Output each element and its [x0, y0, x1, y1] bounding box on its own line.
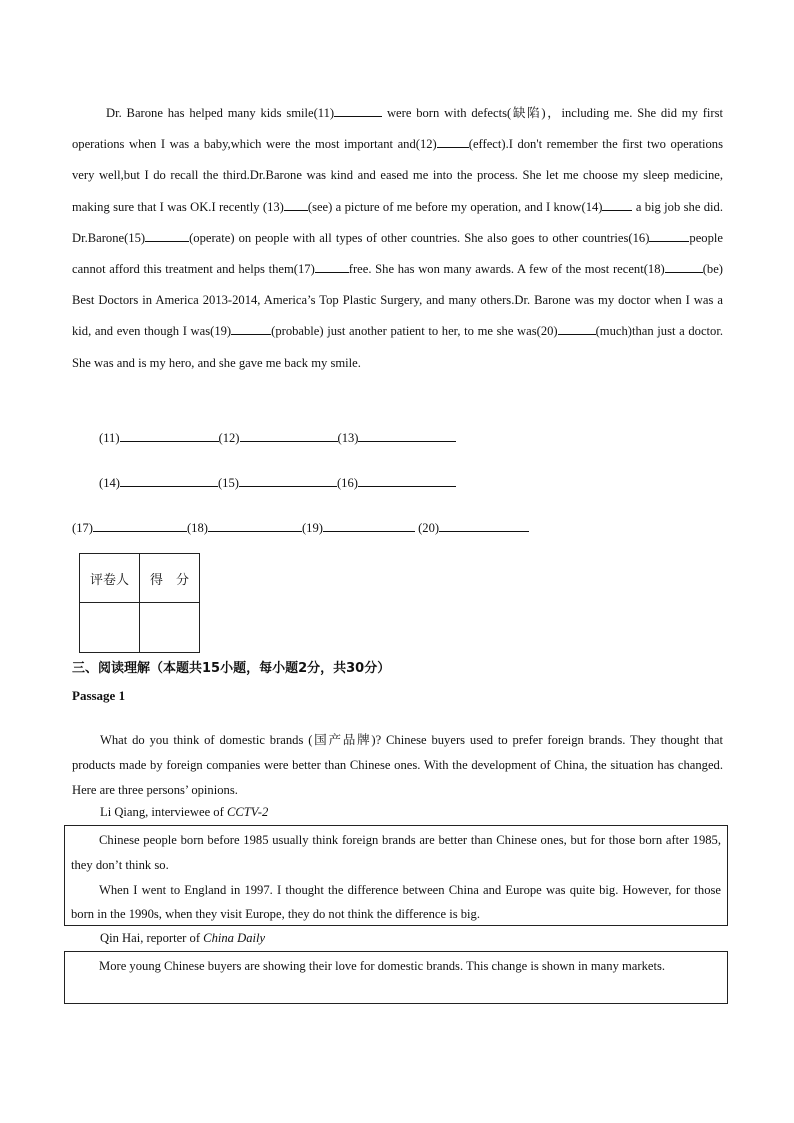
answer-line-13[interactable] — [358, 428, 456, 442]
answer-line-14[interactable] — [120, 473, 218, 487]
speaker-2-paragraph-1: More young Chinese buyers are showing their love for domestic brands. This change is shown in many markets. — [99, 959, 666, 973]
blank-15[interactable] — [145, 229, 189, 242]
answer-line-11[interactable] — [120, 428, 219, 442]
blank-13[interactable] — [284, 198, 308, 211]
answer-row-2: (14) (15) (16) — [99, 473, 456, 491]
section-title: 三、阅读理解（本题共15小题，每小题2分，共30分） — [72, 661, 391, 676]
score-table — [79, 553, 200, 653]
speaker-1-paragraph-1: Chinese people born before 1985 usually think foreign brands are better than Chinese ones, but for those born after 1985, they don’t think so. — [71, 833, 721, 872]
blank-17[interactable] — [315, 260, 349, 273]
speaker-2-label: Qin Hai, reporter of China Daily — [100, 931, 266, 945]
score-table-grader-header: 评卷人 — [80, 554, 140, 603]
score-table-score-cell[interactable] — [140, 603, 200, 653]
speaker-1-quote-box — [64, 825, 728, 926]
score-table-score-header: 得 分 — [140, 554, 200, 603]
passage-title: Passage 1 — [72, 688, 126, 703]
score-table-grader-cell[interactable] — [80, 603, 140, 653]
answer-row-1: (11) (12) (13) — [99, 428, 456, 446]
cloze-passage: Dr. Barone has helped many kids smile(11) were born with defects(缺陷)，including me. She did my first operations when I was a baby,which were the most important and(12) (effect).I don't remember the first two operations very well,but I do recall the third.Dr.Barone was kind and eased me into the process. She let me choose my sleep medicine, making sure that I was OK.I recently (13) (see) a picture of me before my operation, and I know(14) a big job she did. Dr.Barone(15) (operate) on people with all types of other countries. She also goes to other countries(16) people cannot afford this treatment and helps them(17) free. She has won many awards. A few of the most recent(18) (be) Best Doctors in America 2013-2014, America’s Top Plastic Surgery, and many others.Dr. Barone was my doctor when I was a kid, and even though I was(19) (probable) just another patient to her, to me she was(20) (much)than just a doctor. She was and is my hero, and she gave me back my smile. — [72, 106, 723, 370]
blank-18[interactable] — [665, 260, 703, 273]
answer-line-15[interactable] — [239, 473, 337, 487]
speaker-2-source: China Daily — [203, 931, 266, 945]
blank-12[interactable] — [437, 135, 469, 148]
answer-line-17[interactable] — [93, 518, 187, 532]
blank-11[interactable] — [334, 104, 382, 117]
answer-row-3: (17) (18) (19) (20) — [72, 518, 529, 536]
speaker-2-quote-box — [64, 951, 728, 1004]
answer-line-19[interactable] — [323, 518, 415, 532]
blank-19[interactable] — [231, 322, 271, 335]
answer-line-12[interactable] — [240, 428, 338, 442]
answer-line-16[interactable] — [358, 473, 456, 487]
passage-intro: What do you think of domestic brands (国产品牌)? Chinese buyers used to prefer foreign brands. They thought that products made by foreign companies were better than Chinese ones. With the development of China, the situation has changed. Here are three persons’ opinions. — [72, 733, 723, 797]
answer-line-18[interactable] — [208, 518, 302, 532]
answer-line-20[interactable] — [439, 518, 529, 532]
blank-14[interactable] — [602, 198, 632, 211]
blank-20[interactable] — [558, 322, 596, 335]
speaker-1-label: Li Qiang, interviewee of CCTV-2 — [100, 805, 269, 819]
speaker-1-source: CCTV-2 — [226, 805, 269, 819]
blank-16[interactable] — [649, 229, 689, 242]
speaker-1-paragraph-2: When I went to England in 1997. I thought the difference between China and Europe was quite big. However, for those born in the 1990s, when they visit Europe, they do not think the difference is big. — [71, 882, 721, 922]
